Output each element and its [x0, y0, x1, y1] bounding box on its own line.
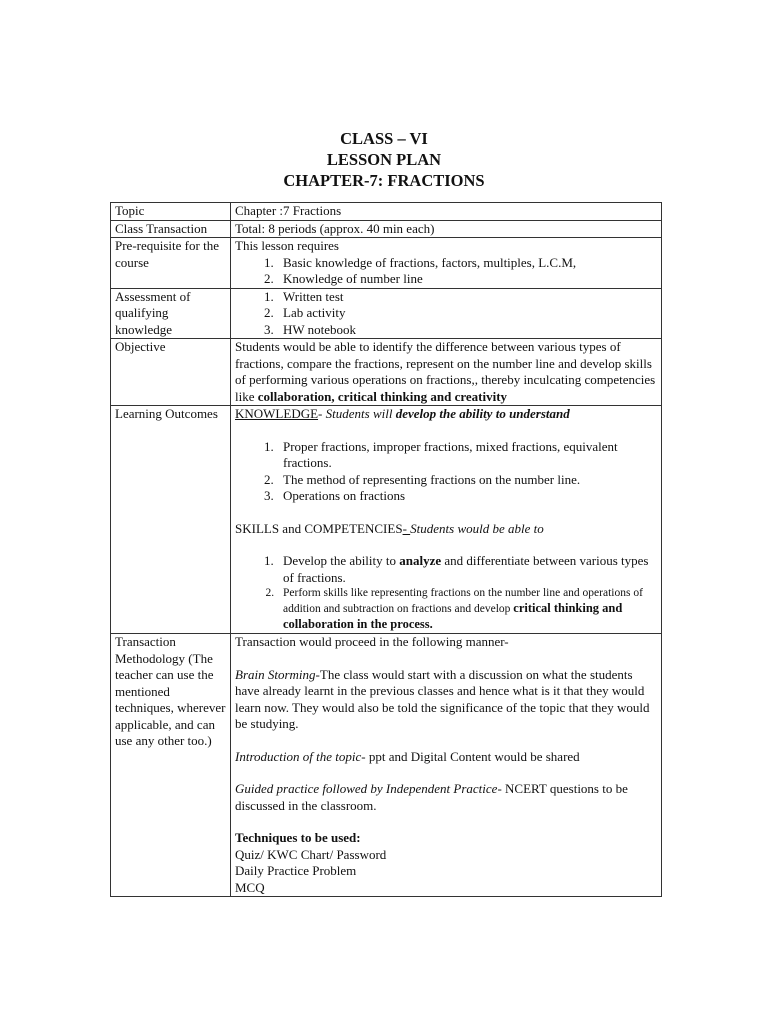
lesson-plan-heading: LESSON PLAN	[326, 150, 442, 169]
objective-label: Objective	[111, 339, 231, 406]
skills-heading	[235, 521, 657, 538]
skills-head: SKILLS and COMPETENCIES	[235, 520, 403, 536]
technique-item: MCQ	[235, 879, 265, 895]
topic-label: Topic	[111, 203, 231, 221]
document-title-block	[0, 128, 768, 191]
list-item: 2. The method of representing fractions on the number line.	[277, 472, 657, 489]
transaction-value: Total: 8 periods (approx. 40 min each)	[231, 220, 662, 238]
outcomes-value	[231, 406, 662, 634]
spacer	[235, 537, 657, 553]
assessment-value	[231, 288, 662, 339]
introduction-text: - ppt and Digital Content would be shared	[361, 748, 580, 764]
spacer	[235, 505, 657, 521]
knowledge-intro-2: develop the ability to	[395, 406, 510, 421]
list-item: 2. Lab activity	[277, 305, 657, 322]
list-item: 1. Basic knowledge of fractions, factors, multiples, L.C.M,	[277, 255, 657, 272]
knowledge-heading	[235, 406, 657, 423]
skills-item1-bold: analyze	[399, 553, 442, 568]
guided-practice-text: - NCERT questions to be discussed in the classroom.	[235, 781, 628, 813]
introduction-paragraph	[235, 749, 657, 766]
knowledge-head: KNOWLEDGE	[235, 406, 319, 421]
row-prerequisite	[111, 238, 662, 289]
list-item: 1. Written test	[277, 289, 657, 306]
skills-item2-bold: critical thinking and collaboration in the process.	[283, 601, 623, 631]
guided-practice-head: Guided practice followed by Independent Practice	[235, 781, 498, 796]
list-item: 2. Knowledge of number line	[277, 271, 657, 288]
list-item: 3. Operations on fractions	[277, 488, 657, 505]
lesson-plan-table	[110, 202, 662, 897]
row-methodology	[111, 634, 662, 897]
skills-intro: Students would be able to	[410, 520, 544, 536]
introduction-head: Introduction of the topic	[235, 748, 362, 764]
skills-item2-text: Perform skills like representing fractions on the number line and operations of addition and subtraction on fractions and develop	[283, 587, 643, 615]
knowledge-sep: -	[318, 406, 326, 421]
brain-storming-paragraph	[235, 667, 657, 733]
techniques-heading: Techniques to be used:	[235, 830, 361, 845]
knowledge-list	[235, 439, 657, 505]
spacer	[235, 423, 657, 439]
prerequisite-list	[235, 255, 657, 288]
methodology-value	[231, 634, 662, 897]
prerequisite-value	[231, 238, 662, 289]
objective-competencies: collaboration, critical thinking and creativity	[257, 388, 508, 404]
prerequisite-intro: This lesson requires	[235, 238, 339, 253]
knowledge-intro-3: understand	[509, 406, 570, 421]
row-objective	[111, 339, 662, 406]
brain-storming-text: -The class would start with a discussion on what the students have already learnt in the previous classes and hence what is it that they would learn now. They would also be told the significance of the topic that they would be studying.	[235, 666, 650, 731]
methodology-intro: Transaction would proceed in the following manner-	[235, 634, 509, 649]
list-item: 1. Proper fractions, improper fractions, mixed fractions, equivalent fractions.	[277, 439, 657, 472]
assessment-list	[235, 289, 657, 339]
objective-value	[231, 339, 662, 406]
skills-item1-text: Develop the ability to	[283, 553, 400, 568]
row-topic	[111, 203, 662, 221]
class-heading: CLASS – VI	[340, 129, 428, 148]
list-item	[277, 553, 657, 586]
outcomes-label: Learning Outcomes	[111, 406, 231, 634]
transaction-label: Class Transaction	[111, 220, 231, 238]
spacer	[235, 651, 657, 667]
list-item	[277, 586, 657, 633]
topic-value: Chapter :7 Fractions	[231, 203, 662, 221]
row-class-transaction	[111, 220, 662, 238]
assessment-label: Assessment of qualifying knowledge	[111, 288, 231, 339]
spacer	[235, 765, 657, 781]
skills-list	[235, 553, 657, 633]
guided-practice-paragraph	[235, 781, 657, 814]
spacer	[235, 733, 657, 749]
prerequisite-label: Pre-requisite for the course	[111, 238, 231, 289]
technique-item: Daily Practice Problem	[235, 863, 357, 878]
chapter-heading: CHAPTER-7: FRACTIONS	[283, 171, 485, 190]
row-learning-outcomes	[111, 406, 662, 634]
brain-storming-head: Brain Storming	[235, 666, 316, 682]
row-assessment	[111, 288, 662, 339]
skills-sep: -	[402, 520, 411, 536]
objective-text: Students would be able to identify the difference between various types of fractions, compare the fractions, represent on the number line and develop skills of performing various operations on fractions,, thereby inculcating competencies like	[235, 339, 656, 404]
knowledge-intro-1: Students will	[325, 406, 396, 421]
methodology-label: Transaction Methodology (The teacher can use the mentioned techniques, wherever applicable, and can use any other too.)	[111, 634, 231, 897]
skills-item1-rest: and differentiate between various types of fractions.	[283, 553, 649, 585]
spacer	[235, 814, 657, 830]
list-item: 3. HW notebook	[277, 322, 657, 339]
technique-item: Quiz/ KWC Chart/ Password	[235, 846, 387, 862]
